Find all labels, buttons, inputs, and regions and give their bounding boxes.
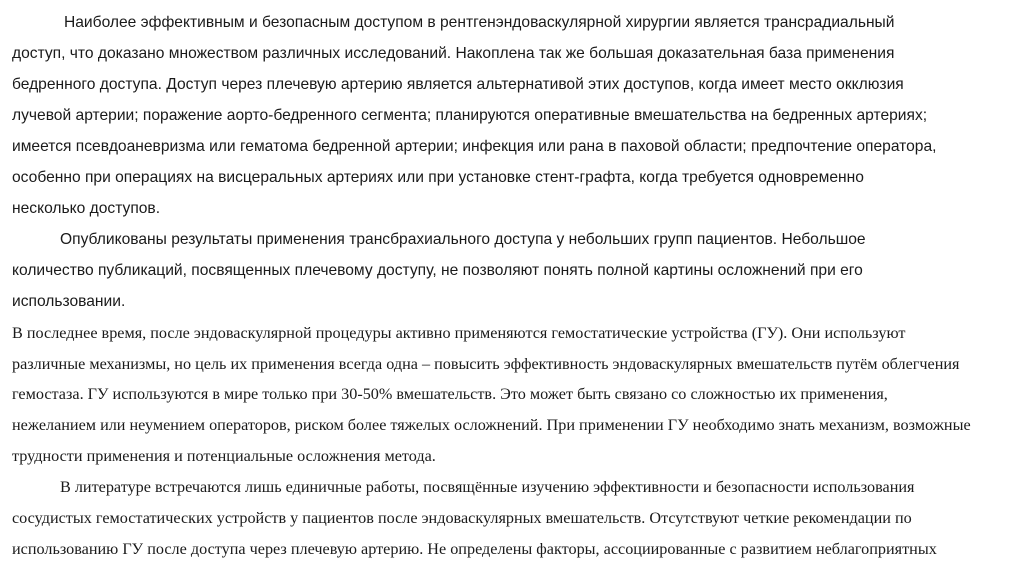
paragraph-1-line-5: имеется псевдоаневризма или гематома бедренной артерии; инфекция или рана в паховой области; предпочтение оператора, (12, 138, 937, 155)
paragraph-4-line-2: сосудистых гемостатических устройств у пациентов после эндоваскулярных вмешательств. Отсутствуют четкие рекомендации по (12, 509, 912, 527)
paragraph-1-line-2: доступ, что доказано множеством различных исследований. Накоплена так же большая доказательная база применения (12, 45, 895, 62)
paragraph-1-line-3: бедренного доступа. Доступ через плечевую артерию является альтернативой этих доступов, когда имеет место окклюзия (12, 76, 904, 93)
paragraph-1-line-4: лучевой артерии; поражение аорто-бедренного сегмента; планируются оперативные вмешательства на бедренных артериях; (12, 107, 928, 124)
paragraph-3-line-5: трудности применения и потенциальные осложнения метода. (12, 447, 436, 465)
paragraph-1-line-7: несколько доступов. (12, 200, 161, 217)
paragraph-3-line-4: нежеланием или неумением операторов, риском более тяжелых осложнений. При применении ГУ необходимо знать механизм, возможные (12, 416, 971, 434)
paragraph-2-line-2: количество публикаций, посвященных плечевому доступу, не позволяют понять полной картины осложнений при его (12, 262, 863, 279)
paragraph-1-line-6: особенно при операциях на висцеральных артериях или при установке стент-графта, когда требуется одновременно (12, 169, 864, 186)
paragraph-3-line-2: различные механизмы, но цель их применения всегда одна – повысить эффективность эндоваскулярных вмешательств путём облегчения (12, 355, 960, 373)
paragraph-2-line-3: использовании. (12, 293, 126, 310)
paragraph-2-line-1: Опубликованы результаты применения трансбрахиального доступа у небольших групп пациентов. Небольшое (60, 231, 866, 248)
paragraph-4-line-1: В литературе встречаются лишь единичные работы, посвящённые изучению эффективности и безопасности использования (60, 478, 915, 496)
paragraph-1-line-1: Наиболее эффективным и безопасным доступом в рентгенэндоваскулярной хирургии является трансрадиальный (64, 14, 895, 31)
paragraph-4-line-3: использованию ГУ после доступа через плечевую артерию. Не определены факторы, ассоциированные с развитием неблагоприятных (12, 540, 937, 558)
paragraph-3-line-3: гемостаза. ГУ используются в мире только при 30-50% вмешательств. Это может быть связано со сложностью их применения, (12, 385, 888, 403)
paragraph-3-line-1: В последнее время, после эндоваскулярной процедуры активно применяются гемостатические устройства (ГУ). Они используют (12, 324, 906, 342)
